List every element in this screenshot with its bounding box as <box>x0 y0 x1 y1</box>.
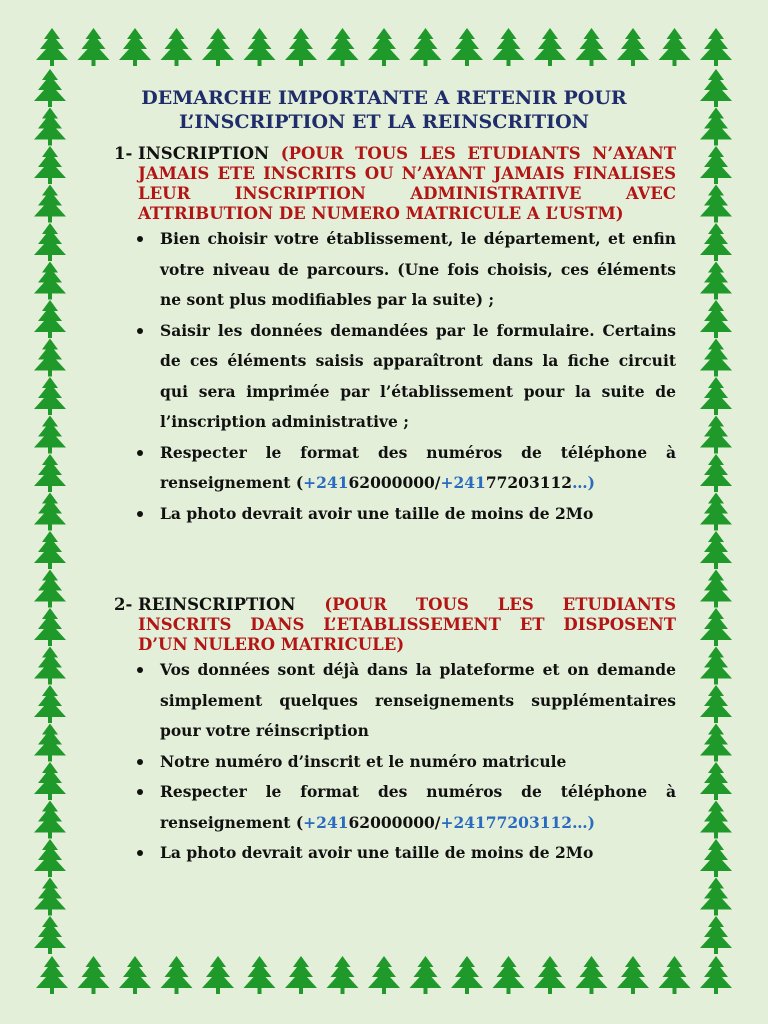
pine-tree-icon <box>34 916 66 954</box>
pine-tree-icon <box>659 956 691 994</box>
pine-tree-icon <box>700 185 732 223</box>
pine-tree-icon <box>36 956 68 994</box>
pine-tree-icon <box>34 300 66 338</box>
pine-tree-icon <box>34 146 66 184</box>
pine-tree-icon <box>700 647 732 685</box>
bullet-icon <box>137 789 143 795</box>
bullet-icon <box>137 850 143 856</box>
phone-prefix: +241 <box>303 473 349 492</box>
pine-tree-icon <box>617 28 649 66</box>
pine-tree-icon <box>700 956 732 994</box>
section-inscription-heading <box>114 144 676 224</box>
phone-prefix: +241 <box>303 812 349 832</box>
list-item: Notre numéro d’inscrit et le numéro matricule <box>160 747 676 778</box>
pine-tree-icon <box>451 28 483 66</box>
pine-tree-icon <box>576 956 608 994</box>
pine-tree-icon <box>244 28 276 66</box>
bullet-icon <box>137 759 143 765</box>
inscription-bullet-list <box>114 224 676 529</box>
pine-tree-icon <box>700 762 732 800</box>
pine-tree-icon <box>410 28 442 66</box>
document-content <box>114 86 676 869</box>
pine-tree-icon <box>327 956 359 994</box>
pine-tree-icon <box>700 339 732 377</box>
pine-tree-icon <box>700 493 732 531</box>
pine-tree-icon <box>34 839 66 877</box>
phone-suffix: +24177203112…) <box>440 812 595 832</box>
pine-tree-icon <box>700 570 732 608</box>
section-number: 1- <box>114 144 133 163</box>
pine-tree-icon <box>34 185 66 223</box>
bullet-icon <box>137 236 143 242</box>
bullet-icon <box>137 511 143 517</box>
pine-tree-icon <box>34 647 66 685</box>
pine-tree-icon <box>285 956 317 994</box>
pine-tree-icon <box>202 956 234 994</box>
pine-tree-icon <box>34 339 66 377</box>
pine-tree-icon <box>410 956 442 994</box>
pine-tree-icon <box>34 493 66 531</box>
list-item: Respecter le format des numéros de téléphone à renseignement (+24162000000/+24177203112…) <box>160 438 676 499</box>
section-number: 2- <box>114 595 133 614</box>
section-keyword: REINSCRIPTION <box>138 595 296 614</box>
pine-tree-icon <box>534 28 566 66</box>
pine-tree-icon <box>700 223 732 261</box>
pine-tree-icon <box>700 262 732 300</box>
pine-tree-icon <box>34 223 66 261</box>
section-note: (POUR TOUS LES ETUDIANTS INSCRITS DANS L’ETABLISSEMENT ET DISPOSENT D’UN NULERO MATRICULE) <box>138 595 676 654</box>
pine-tree-icon <box>368 956 400 994</box>
title-line-1: DEMARCHE IMPORTANTE A RETENIR POUR <box>141 87 627 109</box>
pine-tree-icon <box>34 108 66 146</box>
pine-tree-icon <box>34 801 66 839</box>
pine-tree-icon <box>34 685 66 723</box>
pine-tree-icon <box>700 146 732 184</box>
pine-tree-icon <box>119 28 151 66</box>
reinscription-bullet-list <box>114 655 676 869</box>
pine-tree-icon <box>617 956 649 994</box>
bullet-icon <box>137 328 143 334</box>
pine-tree-icon <box>368 28 400 66</box>
pine-tree-icon <box>700 454 732 492</box>
list-item: Saisir les données demandées par le formulaire. Certains de ces éléments saisis apparaîtront dans la fiche circuit qui sera imprimée par l’établissement pour la suite de l’inscription administrative ; <box>160 316 676 438</box>
pine-tree-icon <box>700 916 732 954</box>
list-item: La photo devrait avoir une taille de moins de 2Mo <box>160 499 676 530</box>
pine-tree-icon <box>576 28 608 66</box>
pine-tree-icon <box>36 28 68 66</box>
pine-tree-icon <box>451 956 483 994</box>
list-item: Respecter le format des numéros de téléphone à renseignement (+24162000000/+24177203112…) <box>160 777 676 838</box>
pine-tree-icon <box>34 724 66 762</box>
pine-tree-icon <box>34 878 66 916</box>
pine-tree-icon <box>161 28 193 66</box>
pine-tree-icon <box>78 28 110 66</box>
pine-tree-icon <box>700 608 732 646</box>
pine-tree-icon <box>327 28 359 66</box>
pine-tree-icon <box>161 956 193 994</box>
pine-tree-icon <box>700 531 732 569</box>
pine-tree-icon <box>700 724 732 762</box>
section-reinscription-heading <box>114 595 676 655</box>
pine-tree-icon <box>244 956 276 994</box>
bullet-icon <box>137 450 143 456</box>
pine-tree-icon <box>78 956 110 994</box>
pine-tree-icon <box>34 531 66 569</box>
title-line-2: L’INSCRIPTION ET LA REINSCRITION <box>179 111 589 133</box>
pine-tree-icon <box>34 416 66 454</box>
pine-tree-icon <box>700 839 732 877</box>
pine-tree-icon <box>34 454 66 492</box>
section-note: (POUR TOUS LES ETUDIANTS N’AYANT JAMAIS ETE INSCRITS OU N’AYANT JAMAIS FINALISES LEUR INSCRIPTION ADMINISTRATIVE AVEC ATTRIBUTION DE NUMERO MATRICULE A L’USTM) <box>138 144 676 223</box>
pine-tree-icon <box>493 956 525 994</box>
bullet-icon <box>137 667 143 673</box>
section-keyword: INSCRIPTION <box>138 144 270 163</box>
pine-tree-icon <box>700 801 732 839</box>
pine-tree-icon <box>700 685 732 723</box>
pine-tree-icon <box>34 608 66 646</box>
pine-tree-icon <box>700 416 732 454</box>
pine-tree-icon <box>493 28 525 66</box>
pine-tree-icon <box>34 570 66 608</box>
pine-tree-icon <box>34 69 66 107</box>
pine-tree-icon <box>202 28 234 66</box>
pine-tree-icon <box>700 878 732 916</box>
phone-prefix: +241 <box>440 473 486 492</box>
page-title <box>74 86 694 134</box>
pine-tree-icon <box>700 69 732 107</box>
pine-tree-icon <box>34 377 66 415</box>
pine-tree-icon <box>700 377 732 415</box>
pine-tree-icon <box>700 108 732 146</box>
pine-tree-icon <box>285 28 317 66</box>
pine-tree-icon <box>700 300 732 338</box>
list-item: Vos données sont déjà dans la plateforme et on demande simplement quelques renseignements supplémentaires pour votre réinscription <box>160 655 676 747</box>
pine-tree-icon <box>34 262 66 300</box>
pine-tree-icon <box>119 956 151 994</box>
list-item: Bien choisir votre établissement, le département, et enfin votre niveau de parcours. (Une fois choisis, ces éléments ne sont plus modifiables par la suite) ; <box>160 224 676 316</box>
pine-tree-icon <box>700 28 732 66</box>
pine-tree-icon <box>659 28 691 66</box>
pine-tree-icon <box>534 956 566 994</box>
pine-tree-icon <box>34 762 66 800</box>
list-item: La photo devrait avoir une taille de moins de 2Mo <box>160 838 676 869</box>
